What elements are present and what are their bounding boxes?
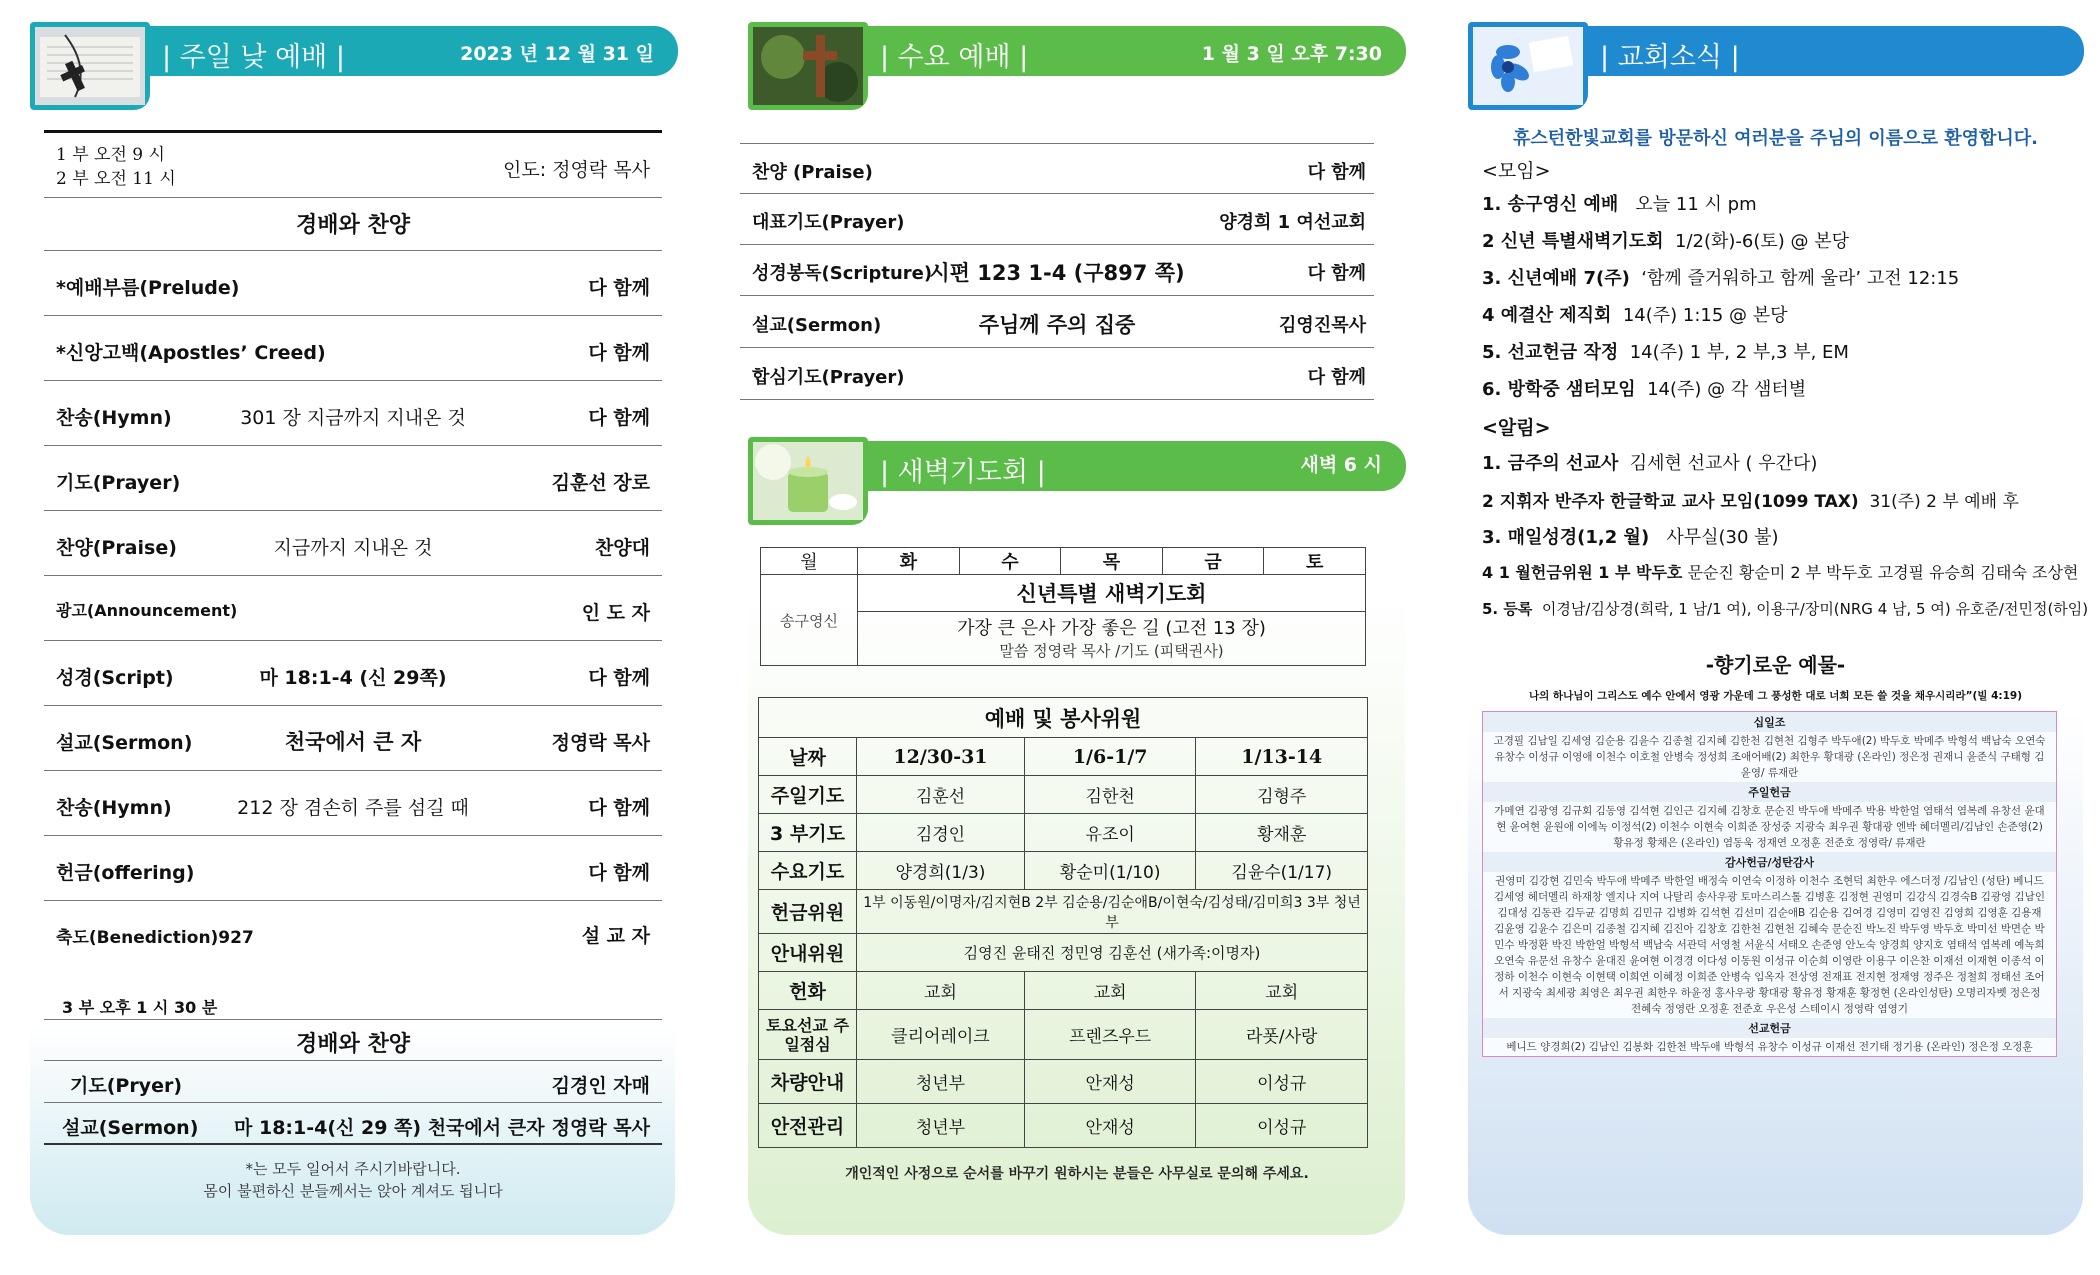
duty-cell: 라폿/사랑: [1196, 1010, 1368, 1060]
wed-content: 주님께 주의 집중: [978, 313, 1136, 337]
order-row: [44, 641, 662, 706]
wed-content: 시편 123 1-4 (구897 쪽): [929, 261, 1185, 285]
order-row: [44, 511, 662, 576]
worship-section-title: 경배와 찬양: [296, 213, 410, 238]
wed-item: 합심기도(Prayer): [752, 367, 905, 388]
bible-cross-image: [30, 22, 150, 110]
wed-row: [740, 194, 1374, 245]
order-content: 지금까지 지내온 것: [273, 537, 433, 559]
duty-cell: 프렌즈우드: [1024, 1010, 1196, 1060]
duty-label: 토요선교 주일점심: [759, 1010, 857, 1060]
duty-footer: 개인적인 사정으로 순서를 바꾸기 원하시는 분들은 사무실로 문의해 주세요.: [845, 1166, 1309, 1182]
welcome-message: 휴스턴한빛교회를 방문하신 여러분을 주님의 이름으로 환영합니다.: [1512, 128, 2039, 149]
dawn-title: | 새벽기도회 |: [880, 457, 1046, 488]
notice-item: [1482, 560, 2078, 583]
wednesday-title: | 수요 예배 |: [880, 42, 1029, 73]
order-row: [44, 771, 662, 836]
duty-label: 수요기도: [759, 852, 857, 890]
sunday-notes: [44, 1158, 662, 1202]
note-line: 몸이 불편하신 분들께서는 앉아 계셔도 됩니다: [203, 1182, 503, 1200]
order-row: [44, 706, 662, 771]
order-item: 찬송(Hymn): [56, 797, 172, 819]
offering-committee: 1부 이동원/이명자/김지현B 2부 김순용/김순애B/이현숙/김성태/김미희3 3부 청년부: [857, 890, 1368, 934]
duty-cell: 클리어레이크: [857, 1010, 1025, 1060]
duty-col-header: 1/6-1/7: [1024, 738, 1196, 776]
day-mon: 월: [761, 548, 858, 575]
usher-committee: 김영진 윤태진 정민영 김훈선 (새가족:이명자): [857, 934, 1368, 972]
item-label: 3. 신년예배 7(주): [1482, 268, 1630, 289]
item-label: 6. 방학중 샘터모임: [1482, 379, 1636, 400]
duty-cell: 유조이: [1024, 814, 1196, 852]
day-thu: 목: [1061, 548, 1163, 575]
wed-row: [740, 144, 1374, 194]
dawn-event-credit: 말씀 정영락 목사 /기도 (피택권사): [999, 642, 1224, 660]
day-fri: 금: [1162, 548, 1264, 575]
duty-cell: 안재성: [1024, 1060, 1196, 1104]
duty-cell: 교회: [857, 972, 1025, 1010]
dawn-event-title: 신년특별 새벽기도회: [858, 578, 1365, 612]
gift-verse: 나의 하나님이 그리스도 예수 안에서 영광 가운데 그 풍성한 대로 너희 모든 쓸 것을 채우시리라”(빌 4:19): [1528, 690, 2023, 702]
wed-row: [740, 348, 1374, 400]
dawn-schedule-table: [760, 547, 1366, 666]
item-text: 1/2(화)-6(토) @ 본당: [1675, 231, 1850, 252]
candle-image: [748, 437, 868, 525]
order-by: 다 함께: [588, 407, 650, 429]
item-text: 14(주) 1:15 @ 본당: [1622, 305, 1788, 326]
duty-cell: 황재훈: [1196, 814, 1368, 852]
duty-label: 주일기도: [759, 776, 857, 814]
order-by: 다 함께: [588, 342, 650, 364]
item-label: 3. 매일성경(1,2 월): [1482, 527, 1650, 548]
duty-label: 3 부기도: [759, 814, 857, 852]
gathering-item: [1482, 375, 1806, 401]
duty-cell: 김경인: [857, 814, 1025, 852]
wed-by: 다 함께: [1307, 263, 1366, 284]
item-label: 5. 등록: [1482, 600, 1533, 618]
duty-cell: 김훈선: [857, 776, 1025, 814]
order-by: 정영락 목사: [551, 732, 650, 754]
duty-col-header: 1/13-14: [1196, 738, 1368, 776]
duty-table: [758, 697, 1368, 1148]
item-text: 이경남/김상경(희락, 1 남/1 여), 이용구/장미(NRG 4 남, 5 여) 유호준/전민정(하임): [1541, 600, 2089, 618]
item-label: 4 1 월헌금위원 1 부 박두호: [1482, 563, 1683, 582]
duty-cell: 교회: [1024, 972, 1196, 1010]
order-by: 정영락 목사: [551, 1117, 650, 1139]
duty-label: 헌화: [759, 972, 857, 1010]
wed-by: 김영진목사: [1279, 315, 1366, 336]
duty-cell: 양경희(1/3): [857, 852, 1025, 890]
order-item: 찬양(Praise): [56, 537, 177, 559]
notice-item: [1482, 523, 1779, 549]
day-sat: 토: [1264, 548, 1366, 575]
wednesday-date: 1 월 3 일 오후 7:30: [1201, 43, 1382, 65]
gathering-item: [1482, 190, 1757, 216]
third-row: [44, 1061, 662, 1103]
item-text: 14(주) 1 부, 2 부,3 부, EM: [1629, 342, 1849, 363]
order-by: 인 도 자: [581, 602, 650, 624]
order-content: 마 18:1-4(신 29 쪽) 천국에서 큰자: [234, 1117, 545, 1139]
duty-row: [759, 852, 1368, 890]
duty-row: [759, 814, 1368, 852]
offering-section-head: 주일헌금: [1483, 782, 2056, 802]
order-item: 기도(Prayer): [56, 472, 181, 494]
duty-cell: 김한천: [1024, 776, 1196, 814]
item-text: 14(주) @ 각 샘터별: [1647, 379, 1807, 400]
gift-title: -향기로운 예물-: [1705, 653, 1846, 677]
wed-item: 설교(Sermon): [752, 315, 882, 336]
duty-label: 차량안내: [759, 1060, 857, 1104]
duty-row: [759, 890, 1368, 934]
item-text: 김세현 선교사 ( 우간다): [1629, 453, 1818, 474]
order-item: 설교(Sermon): [56, 732, 193, 754]
order-content: 301 장 지금까지 지내온 것: [240, 407, 466, 429]
duty-cell: 교회: [1196, 972, 1368, 1010]
service-leader: 인도: 정영락 목사: [503, 159, 650, 181]
offering-section-head: 선교헌금: [1483, 1018, 2056, 1038]
duty-title: 예배 및 봉사위원: [759, 698, 1368, 738]
order-by: 설 교 자: [581, 925, 650, 947]
order-row: [44, 576, 662, 641]
item-text: 사무실(30 불): [1666, 527, 1779, 548]
gathering-item: [1482, 301, 1788, 327]
sunday-title: | 주일 낮 예배 |: [162, 42, 345, 73]
wed-row: [740, 296, 1374, 348]
gathering-item: [1482, 264, 1959, 290]
notice-heading: <알림>: [1482, 417, 1551, 439]
duty-row: [759, 1104, 1368, 1148]
day-wed: 수: [959, 548, 1061, 575]
day-tue: 화: [858, 548, 960, 575]
wed-row: [740, 245, 1374, 296]
offering-list-box: [1482, 711, 2057, 1057]
gathering-heading: <모임>: [1482, 160, 1551, 182]
service-times-row: [44, 130, 662, 198]
wed-by: 다 함께: [1307, 367, 1366, 388]
duty-label: 안전관리: [759, 1104, 857, 1148]
offering-section-names: 고경필 김남일 김세영 김순용 김윤수 김종철 김지혜 김한천 김현천 김형주 박두애(2) 박두호 박메주 박형석 백남숙 오연숙 유창수 이성규 이영애 이천수 이호철 안병숙 정성희 조애어배(2) 최한우 황대광 (온라인) 정은정 권재니 윤준식 구태형 김윤영/ 류재란: [1493, 735, 2046, 779]
order-item: 설교(Sermon): [62, 1117, 199, 1139]
order-by: 김훈선 장로: [551, 472, 650, 494]
item-label: 4 예결산 제직회: [1482, 305, 1612, 326]
news-title: | 교회소식 |: [1600, 42, 1740, 73]
note-line: *는 모두 일어서 주시기바랍니다.: [245, 1160, 461, 1178]
duty-cell: 안재성: [1024, 1104, 1196, 1148]
item-label: 2 지휘자 반주자 한글학교 교사 모임(1099 TAX): [1482, 492, 1859, 512]
wed-item: 대표기도(Prayer): [752, 212, 905, 233]
duty-cell: 김윤수(1/17): [1196, 852, 1368, 890]
item-label: 5. 선교헌금 작정: [1482, 342, 1619, 363]
order-row: [44, 836, 662, 901]
divider: [44, 1019, 662, 1020]
duty-label: 안내위원: [759, 934, 857, 972]
duty-row: [759, 776, 1368, 814]
service-time-2: 2 부 오전 11 시: [56, 169, 176, 189]
order-item: 성경(Script): [56, 667, 174, 689]
service-time-1: 1 부 오전 9 시: [56, 145, 165, 165]
notice-item: [1482, 487, 2019, 512]
item-text: 오늘 11 시 pm: [1635, 194, 1757, 215]
order-item: *신앙고백(Apostles’ Creed): [56, 342, 326, 364]
dawn-event-subtitle: 가장 큰 은사 가장 좋은 길 (고전 13 장): [957, 618, 1266, 639]
order-by: 다 함께: [588, 862, 650, 884]
duty-col-header: 12/30-31: [857, 738, 1025, 776]
order-item: 찬송(Hymn): [56, 407, 172, 429]
duty-cell: 청년부: [857, 1060, 1025, 1104]
duty-row: [759, 1060, 1368, 1104]
duty-cell: 청년부: [857, 1104, 1025, 1148]
item-label: 2 신년 특별새벽기도회: [1482, 231, 1664, 252]
cross-image: [748, 22, 868, 110]
item-label: 1. 송구영신 예배: [1482, 194, 1619, 215]
order-row: [44, 251, 662, 316]
order-by: 찬양대: [594, 537, 650, 559]
wed-item: 찬양 (Praise): [752, 162, 873, 183]
offering-section-names: 가메연 김광영 김규회 김동영 김석현 김인근 김지혜 김창호 문순진 박두애 박메주 박용 박한얼 염태석 염복례 유창선 윤대현 윤여현 윤원애 이에녹 이정석(2) 이천수 이현숙 이희준 장성중 지광숙 최우권 황대광 엔박 혜더멜리/김남인 손준영(2) 황유정 황채은 (온라인) 염동욱 정재연 오정훈 전준호 정영락/ 류재란: [1494, 805, 2045, 849]
notice-item: [1482, 598, 2088, 619]
order-content: 212 장 겸손히 주를 섬길 때: [237, 797, 469, 819]
wed-item: 성경봉독(Scripture): [752, 263, 933, 284]
order-item: 축도(Benediction)927: [56, 928, 254, 948]
duty-row: [759, 1010, 1368, 1060]
monday-label: 송구영신: [761, 575, 858, 666]
duty-row: [759, 934, 1368, 972]
order-row: [44, 901, 662, 966]
duty-cell: 김형주: [1196, 776, 1368, 814]
order-item: 광고(Announcement): [56, 601, 238, 620]
third-section-title: 경배와 찬양: [296, 1032, 410, 1057]
item-label: 1. 금주의 선교사: [1482, 453, 1619, 474]
duty-label: 헌금위원: [759, 890, 857, 934]
flower-image: [1468, 22, 1588, 110]
order-by: 다 함께: [588, 797, 650, 819]
sunday-date: 2023 년 12 월 31 일: [460, 43, 654, 65]
order-item: 기도(Pryer): [70, 1075, 183, 1097]
duty-cell: 이성규: [1196, 1060, 1368, 1104]
order-by: 다 함께: [588, 277, 650, 299]
order-row: [44, 316, 662, 381]
order-by: 다 함께: [588, 667, 650, 689]
order-row: [44, 446, 662, 511]
third-service-time: 3 부 오후 1 시 30 분: [62, 998, 218, 1017]
order-content: 천국에서 큰 자: [284, 730, 422, 754]
order-content: 마 18:1-4 (신 29쪽): [259, 667, 447, 689]
gathering-item: [1482, 227, 1849, 253]
item-text: ‘함께 즐거워하고 함께 울라’ 고전 12:15: [1641, 268, 1960, 289]
offering-section-names: 권영미 김강현 김민숙 박두애 박메주 박한얼 배정숙 이연숙 이정하 이천수 조현덕 최한우 에스더정 /김남인 (성탄) 베니드 김세영 헤더멜리 하재창 엘지나 지여 나탈리 송사우광 토마스리스톨 김병훈 김정현 권영미 김강식 김경숙B 김광영 김남인 김대성 김동관 김두균 김명희 김민규 김병화 김석현 김선미 김순애B 김순용 김여경 김영미 김영진 김영희 김영훈 김용재 김윤영 김윤수 김은미 김종철 김지혜 김진아 김창호 김한천 김현천 김혜숙 문순진 박노진 박두영 박두호 박미선 박면순 박민수 박정환 박진 박한얼 박형석 백남숙 서관덕 서영철 서윤식 서태오 손준영 안노숙 양경희 양지호 염태석 염복례 예녹희 오연숙 유문선 유창수 윤대진 윤여현 이경경 이다성 이동원 이성규 이순희 이영란 이용구 이은찬 이재선 이재현 이종석 이정하 이천수 이현숙 이현택 이희연 이혜정 이희준 안병숙 임옥자 전상영 전재표 전지현 정재영 정주은 정철희 정태선 조어서 지광숙 최세광 최영은 최우권 최한우 하윤정 홍사우광 황대광 황유정 황재훈 황정현 (온라인성탄) 오명리자벳 정은정 전혜숙 정영란 오정훈 전준호 우은성 스테이시 정영락 염영기: [1494, 875, 2045, 1015]
item-text: 문순진 황순미 2 부 박두호 고경필 유승희 김태숙 조상현: [1687, 563, 2079, 582]
offering-section-names: 베니드 양경희(2) 김남인 김봉화 김한천 박두애 박형석 유창수 이성규 이재선 전기태 정기용 (온라인) 정은정 오정훈: [1506, 1041, 2033, 1053]
order-row: [44, 381, 662, 446]
dawn-time: 새벽 6 시: [1300, 454, 1382, 476]
wed-by: 다 함께: [1307, 162, 1366, 183]
duty-cell: 황순미(1/10): [1024, 852, 1196, 890]
order-item: 헌금(offering): [56, 862, 195, 884]
offering-section-head: 십일조: [1483, 712, 2056, 732]
notice-item: [1482, 449, 1817, 475]
duty-cell: 이성규: [1196, 1104, 1368, 1148]
duty-row: [759, 972, 1368, 1010]
order-by: 김경인 자매: [551, 1075, 650, 1097]
order-item: *예배부름(Prelude): [56, 277, 240, 299]
duty-col-header: 날짜: [759, 738, 857, 776]
third-row: [44, 1103, 662, 1145]
gathering-item: [1482, 338, 1849, 364]
offering-section-head: 감사헌금/성탄감사: [1483, 852, 2056, 872]
item-text: 31(주) 2 부 예배 후: [1869, 492, 2019, 512]
wed-by: 양경희 1 여선교회: [1219, 212, 1366, 233]
